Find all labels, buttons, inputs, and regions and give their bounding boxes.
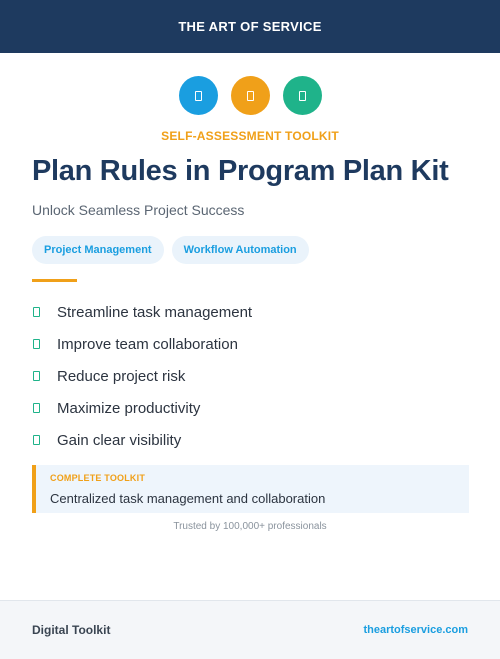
tag-workflow-automation: Workflow Automation: [172, 236, 309, 264]
subtitle: Unlock Seamless Project Success: [32, 202, 245, 218]
check-icon: [33, 371, 40, 381]
check-icon: [33, 307, 40, 317]
list-item: [32, 296, 252, 328]
tag-project-management: Project Management: [32, 236, 164, 264]
benefit-text: Streamline task management: [57, 303, 253, 321]
footer-label: Digital Toolkit: [32, 623, 111, 637]
footer: [0, 600, 500, 659]
list-item: [32, 392, 252, 424]
check-icon: [33, 435, 40, 445]
document-icon: [247, 91, 254, 101]
green-badge: [283, 76, 322, 115]
kicker: SELF-ASSESSMENT TOOLKIT: [161, 129, 339, 143]
benefit-text: Maximize productivity: [57, 399, 201, 417]
check-icon: [33, 339, 40, 349]
callout-text: Centralized task management and collaboration: [50, 491, 326, 506]
header-bar: [0, 0, 500, 53]
document-icon: [195, 91, 202, 101]
accent-divider: [32, 279, 77, 282]
list-item: [32, 360, 252, 392]
list-item: [32, 328, 252, 360]
benefit-text: Improve team collaboration: [57, 335, 238, 353]
tag-row: [32, 236, 309, 264]
benefit-text: Gain clear visibility: [57, 431, 182, 449]
orange-badge: [231, 76, 270, 115]
icon-row: [0, 76, 500, 115]
page-title: Plan Rules in Program Plan Kit: [32, 155, 449, 187]
toolkit-callout: [32, 465, 469, 513]
website-link[interactable]: theartofservice.com: [363, 624, 468, 636]
benefit-list: [32, 296, 252, 456]
brand-name: THE ART OF SERVICE: [178, 19, 322, 34]
trust-line: Trusted by 100,000+ professionals: [173, 521, 327, 532]
callout-label: COMPLETE TOOLKIT: [50, 473, 146, 483]
list-item: [32, 424, 252, 456]
benefit-text: Reduce project risk: [57, 367, 186, 385]
check-icon: [33, 403, 40, 413]
blue-badge: [179, 76, 218, 115]
document-icon: [299, 91, 306, 101]
